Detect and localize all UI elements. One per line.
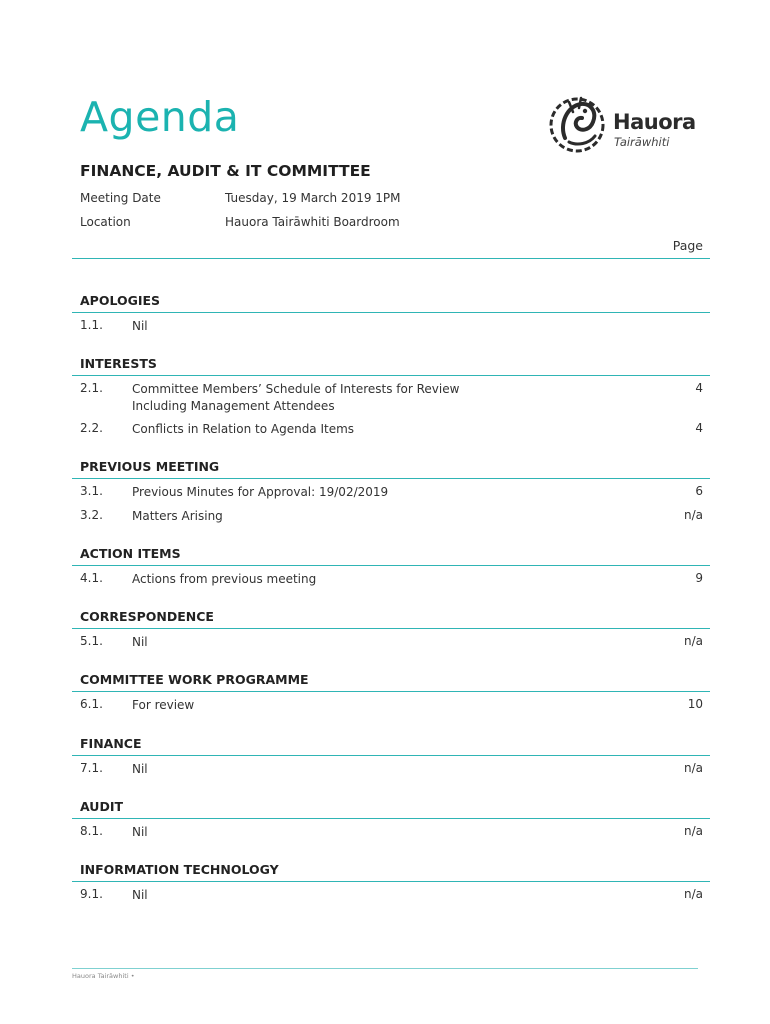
item-number: 3.1.	[80, 484, 103, 498]
committee-name: FINANCE, AUDIT & IT COMMITTEE	[80, 162, 371, 180]
item-page-number: n/a	[683, 887, 703, 901]
location-value: Hauora Tairāwhiti Boardroom	[225, 215, 400, 229]
item-number: 5.1.	[80, 634, 103, 648]
section-divider	[72, 478, 710, 479]
item-page-number: 6	[695, 484, 703, 498]
item-page-number: 10	[687, 697, 703, 711]
item-page-number: n/a	[683, 761, 703, 775]
section-heading: INFORMATION TECHNOLOGY	[80, 862, 279, 877]
footer-text: Hauora Tairāwhiti •	[72, 972, 135, 980]
section-heading: FINANCE	[80, 736, 142, 751]
logo-subtitle: Tairāwhiti	[614, 135, 670, 149]
item-page-number: n/a	[683, 508, 703, 522]
item-title: Actions from previous meeting	[132, 572, 317, 586]
section-divider	[72, 881, 710, 882]
item-title: Nil	[132, 888, 148, 902]
item-page-number: n/a	[683, 824, 703, 838]
section-divider	[72, 312, 710, 313]
item-title: Conflicts in Relation to Agenda Items	[132, 422, 355, 436]
item-page-number: 4	[695, 421, 703, 435]
hauora-logo	[547, 94, 707, 154]
item-number: 3.2.	[80, 508, 103, 522]
header-divider	[72, 258, 710, 259]
meeting-date-label: Meeting Date	[80, 191, 161, 205]
section-divider	[72, 691, 710, 692]
item-page-number: 4	[695, 381, 703, 395]
item-number: 9.1.	[80, 887, 103, 901]
section-heading: AUDIT	[80, 799, 123, 814]
section-heading: APOLOGIES	[80, 293, 161, 308]
item-number: 7.1.	[80, 761, 103, 775]
item-page-number: n/a	[683, 634, 703, 648]
item-title: Previous Minutes for Approval: 19/02/2019	[132, 485, 389, 499]
section-heading: COMMITTEE WORK PROGRAMME	[80, 672, 309, 687]
item-number: 4.1.	[80, 571, 103, 585]
section-divider	[72, 565, 710, 566]
item-number: 8.1.	[80, 824, 103, 838]
hauora-emblem-icon	[547, 94, 609, 156]
item-number: 1.1.	[80, 318, 103, 332]
section-divider	[72, 628, 710, 629]
section-divider	[72, 818, 710, 819]
item-number: 2.1.	[80, 381, 103, 395]
item-number: 6.1.	[80, 697, 103, 711]
item-title: Committee Members’ Schedule of Interests for Review Including Management Attendees	[132, 382, 460, 413]
section-heading: PREVIOUS MEETING	[80, 459, 220, 474]
location-label: Location	[80, 215, 131, 229]
section-divider	[72, 755, 710, 756]
item-title: For review	[132, 698, 195, 712]
footer-divider	[72, 968, 698, 969]
item-title: Nil	[132, 319, 148, 333]
item-title: Nil	[132, 825, 148, 839]
item-page-number: 9	[695, 571, 703, 585]
section-heading: INTERESTS	[80, 356, 157, 371]
item-number: 2.2.	[80, 421, 103, 435]
page-title: Agenda	[80, 93, 240, 141]
section-heading: CORRESPONDENCE	[80, 609, 214, 624]
item-title: Nil	[132, 635, 148, 649]
logo-name: Hauora	[613, 110, 696, 134]
section-divider	[72, 375, 710, 376]
item-title: Matters Arising	[132, 509, 223, 523]
item-title: Nil	[132, 762, 148, 776]
meeting-date-value: Tuesday, 19 March 2019 1PM	[225, 191, 401, 205]
page-column-header: Page	[672, 238, 703, 253]
section-heading: ACTION ITEMS	[80, 546, 181, 561]
